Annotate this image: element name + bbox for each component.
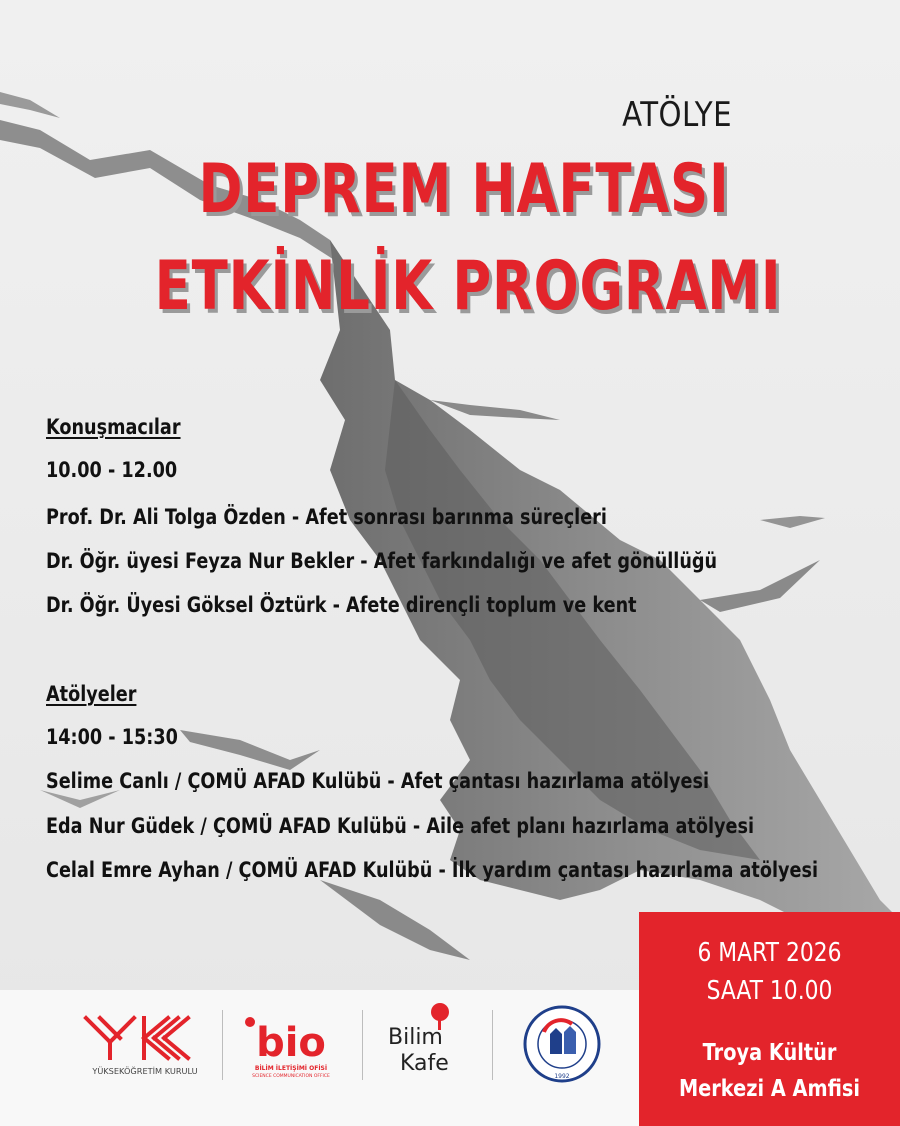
speaker-item: Prof. Dr. Ali Tolga Özden - Afet sonrası barınma süreçleri xyxy=(46,505,607,529)
logo-divider xyxy=(362,1010,363,1080)
event-venue: Merkezi A Amfisi xyxy=(678,1076,861,1102)
university-seal-icon xyxy=(522,1004,602,1084)
yok-caption: YÜKSEKÖĞRETİM KURULU xyxy=(92,1066,198,1076)
speaker-item: Dr. Öğr. Üyesi Göksel Öztürk - Afete dirençli toplum ve kent xyxy=(46,593,637,617)
event-type-label: ATÖLYE xyxy=(622,95,732,135)
event-time: SAAT 10.00 xyxy=(706,976,833,1006)
bilim-kafe-text-1: Bilim xyxy=(388,1025,443,1050)
poster-title-line-2: ETKİNLİK PROGRAMI xyxy=(154,247,782,326)
workshop-item: Selime Canlı / ÇOMÜ AFAD Kulübü - Afet çantası hazırlama atölyesi xyxy=(46,769,710,793)
bio-caption-en: SCIENCE COMMUNICATION OFFICE xyxy=(252,1074,330,1079)
bilim-kafe-logo xyxy=(378,1000,474,1080)
event-date: 6 MART 2026 xyxy=(697,938,842,968)
speaker-item: Dr. Öğr. üyesi Feyza Nur Bekler - Afet farkındalığı ve afet gönüllüğü xyxy=(46,549,718,573)
bio-wordmark: bio xyxy=(256,1020,326,1066)
logo-divider xyxy=(222,1010,223,1080)
seal-year: 1992 xyxy=(554,1073,570,1080)
logo-divider xyxy=(492,1010,493,1080)
speakers-time: 10.00 - 12.00 xyxy=(46,458,178,482)
workshops-time: 14:00 - 15:30 xyxy=(46,725,178,749)
workshop-item: Celal Emre Ayhan / ÇOMÜ AFAD Kulübü - İlk yardım çantası hazırlama atölyesi xyxy=(46,858,819,882)
poster-title-line-1: DEPREM HAFTASI xyxy=(198,150,730,229)
bio-caption: BİLİM İLETİŞİMİ OFİSİ xyxy=(254,1065,328,1072)
event-venue: Troya Kültür xyxy=(702,1040,837,1066)
workshops-heading: Atölyeler xyxy=(46,682,137,706)
bilim-kafe-text-2: Kafe xyxy=(400,1051,449,1076)
event-info-box xyxy=(639,912,900,1126)
workshop-item: Eda Nur Güdek / ÇOMÜ AFAD Kulübü - Aile afet planı hazırlama atölyesi xyxy=(46,814,755,838)
yok-logo xyxy=(80,1012,210,1078)
bio-logo xyxy=(236,1008,346,1080)
speakers-heading: Konuşmacılar xyxy=(46,415,181,439)
